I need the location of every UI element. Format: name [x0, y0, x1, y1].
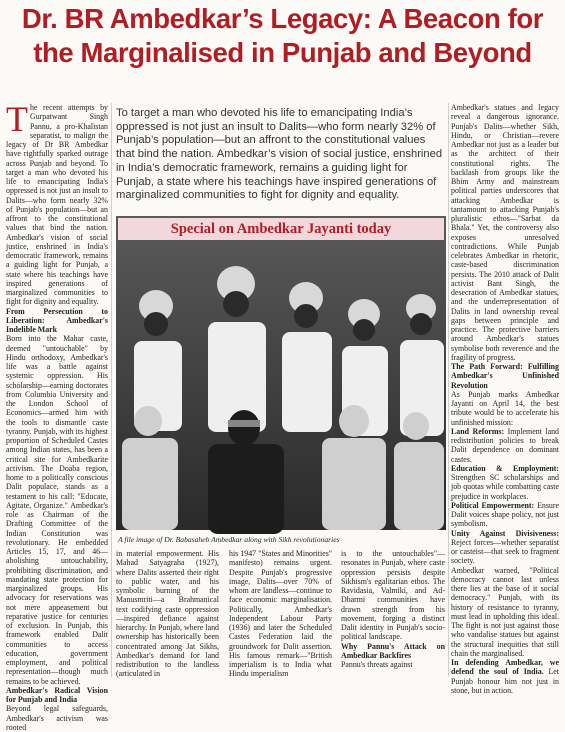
paragraph-closing	[451, 658, 559, 695]
paragraph-resonance: is to the untouchables"—resonates in Punjab, where caste oppression persists despite Sikhism's egalitarian ethos. The Ravidasia, Valmiki, and Ad-Dharmi communities have drawn strength from his movement, forging a distinct Dalit identity in Punjab's socio-political landscape.	[341, 549, 445, 642]
paragraph-persecution: Born into the Mahar caste, deemed "untouchable" by Hindu orthodoxy, Ambedkar's life was a battle against systemic oppression. His scholarship—earning doctorates from Columbia University and the London School of Economics—armed him with the tools to dismantle caste tyranny. Punjab, with its highest proportion of Scheduled Castes among Indian states, has been a critical site for Ambedkarite activism. The Doaba region, home to a politically conscious Dalit populace, stands as a testament to his call: "Educate, Agitate, Organize." Ambedkar's role as Chairman of the Drafting Committee of the Indian Constitution was revolutionary. He embedded Articles 15, 17, and 46—abolishing untouchability, prohibiting discrimination, and mandating state protection for marginalized groups. His advocacy for reservations was not mere appeasement but reparative justice for centuries of exclusion. In Punjab, this framework enabled Dalit communities to access education, government employment, and political representation—though much remains to be achieved.	[6, 334, 108, 686]
intro-deck: To target a man who devoted his life to emancipating India’s oppressed is not just an insult to Dalits—who form nearly 32% of Punjab’s population—but an affront to the constitutional values that bind the nation. Ambedkar’s vision of social justice, enshrined in India’s democratic framework, remains a guiding light for Punjab, a state where his teachings have inspired generations of marginalized communities to fight for dignity and equality.	[116, 107, 443, 202]
paragraph-backlash: Ambedkar's statues and legacy reveal a dangerous ignorance. Punjab's Dalits—whether Sikh, Hindu, or Christian—revere Ambedkar not just as a leader but as the architect of their constitutional rights. The backlash from groups like the Bhim Army and mainstream political parties underscores that attacking Ambedkar is tantamount to attacking Punjab's pluralistic ethos—"Sarbat da Bhala." Yet, the controversy also exposes unresolved contradictions. While Punjab celebrates Ambedkar in rhetoric, caste-based discrimination persists. The 2010 attack of Dalit activist Bant Singh, the desecration of Ambedkar statues, and the underrepresentation of Dalits in land ownership reveal gaps between principle and practice. The protective barriers around Ambedkar's statues symbolise both reverence and the fragility of progress.	[451, 103, 559, 362]
list-item-label: Unity Against Divisiveness:	[451, 528, 559, 538]
article-column-1	[6, 99, 108, 732]
photo-figures	[116, 216, 446, 530]
list-item-text: Reject forces—whether separatist or casteist—that seek to fragment society.	[451, 537, 559, 566]
closing-text: Let Punjab honour him not just in stone, but in action.	[451, 667, 559, 695]
subheading-persecution: From Persecution to Liberation: Ambedkar's Indelible Mark	[6, 306, 108, 334]
photo-banner: Special on Ambedkar Jayanti today	[118, 218, 444, 240]
list-item	[451, 501, 559, 529]
column-divider	[111, 103, 112, 677]
paragraph-radical-vision: Beyond legal safeguards, Ambedkar's activism was rooted	[6, 704, 108, 732]
list-item	[451, 427, 559, 464]
list-item-text: Ensure Dalit voices shape policy, not just symbolism.	[451, 500, 559, 529]
subheading-pannu-backfires: Why Pannu's Attack on Ambedkar Backfires	[341, 641, 445, 660]
list-item-text: Strengthen SC scholarships and job quotas while combatting caste prejudice in workplaces.	[451, 473, 559, 501]
list-item	[451, 464, 559, 501]
headline	[0, 2, 565, 70]
headline-line-1: Dr. BR Ambedkar’s Legacy: A Beacon for	[21, 3, 544, 34]
subheading-radical-vision: Ambedkar's Radical Vision for Punjab and India	[6, 685, 108, 704]
paragraph-pannu: Pannu's threats against	[341, 660, 413, 669]
paragraph-warning: Ambedkar warned, "Political democracy cannot last unless there lies at the base of it social democracy." Punjab, with its history of resistance to tyranny, must lead in upholding this ideal. The fight is not just against those who vandalise statues but against the structural inequities that still chain the marginalised.	[451, 565, 559, 658]
paragraph-material-empowerment: in material empowerment. His Mahad Satyagraha (1927), where Dalits asserted their right to public water, and his symbolic burning of the Manusmriti—a Brahmanical text codifying caste oppression—inspired defiance against hierarchy. In Punjab, where land ownership has historically been concentrated among Jat Sikhs, Ambedkar's demand for land redistribution to the landless (articulated in	[116, 549, 219, 679]
drop-cap: T	[6, 99, 28, 139]
list-item	[451, 529, 559, 566]
paragraph-lead: he recent attempts by Gurpatwant Singh Pannu, a pro-Khalistan separatist, to malign the legacy of Dr BR Ambedkar have rightfully sparked outrage across Punjab and beyond. To target a man who devoted his life to emancipating India's oppressed is not just an insult to Dalits—who form nearly 32% of Punjab's population—but an affront to the constitutional values that bind the nation. Ambedkar's vision of social justice, enshrined in India's democratic framework, remains a guiding light for Punjab, a state where his teachings have inspired generations of marginalized communities to fight for dignity and equality.	[6, 103, 108, 307]
photo-caption: A file image of Dr. Babasaheb Ambedkar along with Sikh revolutionaries	[118, 535, 340, 544]
article-column-5	[451, 103, 559, 695]
paragraph-path-forward: As Punjab marks Ambedkar Jayanti on April 14, the best tribute would be to accelerate his unfinished mission:	[451, 389, 559, 427]
paragraph-political: his 1947 "States and Minorities" manifesto) remains urgent. Despite Punjab's progressive image, Dalits—over 70% of whom are landless—continue to face economic marginalisation. Politically, Ambedkar's Independent Labour Party (1936) and later the Scheduled Castes Federation laid the groundwork for Dalit assertion. His famous remark—"British imperialism is to India what Hindu imperialism	[229, 549, 332, 679]
list-item-text: Implement land redistribution policies to break Dalit dependence on dominant castes.	[451, 426, 559, 464]
list-item-label: Political Empowerment:	[451, 500, 535, 510]
subheading-path-forward: The Path Forward: Fulfilling Ambedkar's Unfinished Revolution	[451, 362, 559, 390]
headline-line-2: the Marginalised in Punjab and Beyond	[33, 37, 532, 68]
article-column-4	[341, 549, 445, 677]
list-item-label: Land Reforms:	[451, 426, 505, 436]
list-item-label: Education & Employment:	[451, 463, 559, 473]
column-divider	[448, 103, 449, 677]
historic-photo	[116, 216, 446, 530]
article-column-2	[116, 549, 219, 677]
closing-bold: In defending Ambedkar, we defend the soul of India.	[451, 658, 559, 677]
article-column-3	[229, 549, 332, 677]
